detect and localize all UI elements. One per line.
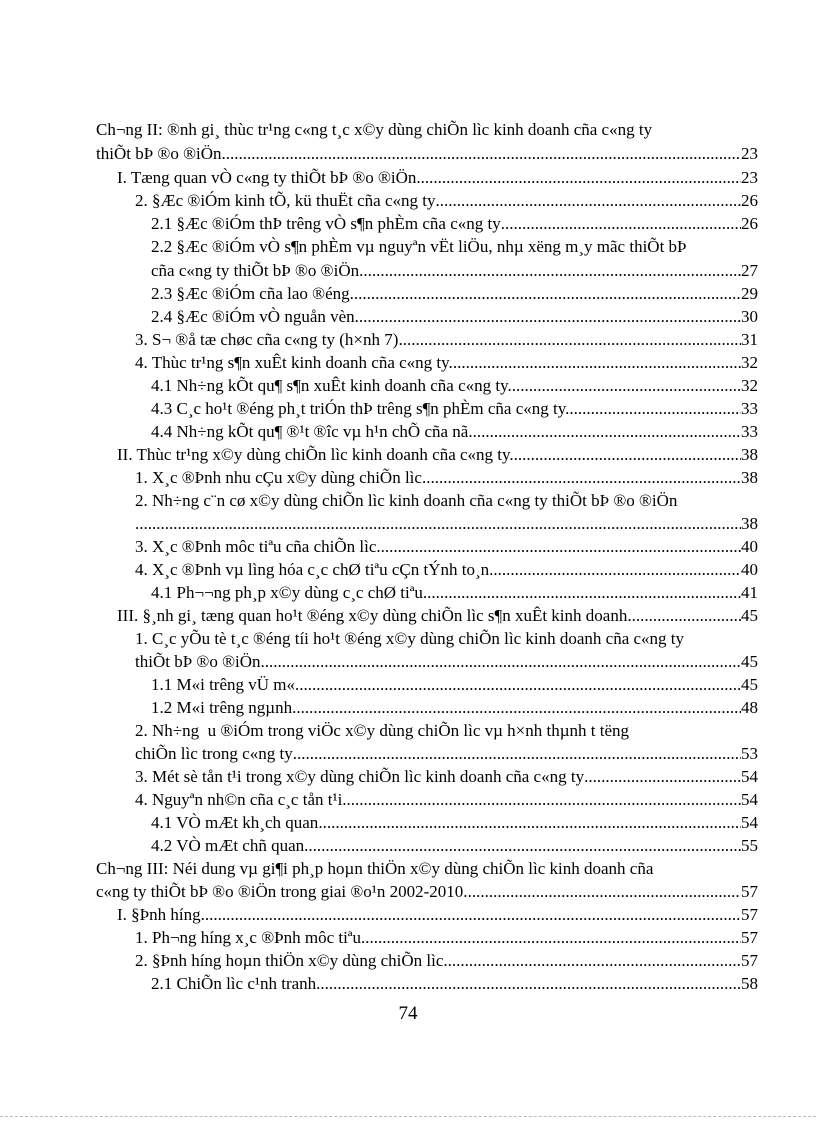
toc-page-number: 40	[741, 537, 758, 556]
toc-entry	[135, 351, 758, 375]
toc-entry-text: 2. §Æc ®iÓm kinh tÕ, kü thuËt cña c«ng ty	[135, 191, 436, 210]
dot-leader	[347, 788, 741, 812]
toc-entry	[151, 374, 758, 398]
toc-entry-text: 4.1 Nh÷ng kÕt qu¶ s¶n xuÊt kinh doanh cña c«ng ty.	[151, 376, 512, 395]
dot-leader	[265, 650, 741, 674]
dot-leader	[293, 742, 741, 766]
dot-leader	[501, 212, 741, 236]
toc-page-number: 57	[741, 928, 758, 947]
dot-leader	[201, 903, 741, 927]
toc-entry-text: 4. X¸c ®Þnh vµ lìng hóa c¸c chØ tiªu cÇn tÝnh to¸n.	[135, 560, 494, 579]
toc-entry-text: 3. X¸c ®Þnh môc tiªu cña chiÕn lìc.	[135, 537, 381, 556]
toc-entry-text: 4. Nguyªn nh©n cña c¸c tån t¹i.	[135, 790, 347, 809]
toc-entry	[135, 650, 758, 674]
dot-leader	[354, 282, 741, 306]
toc-entry	[135, 788, 758, 812]
toc-entry-text: I. Tæng quan vÒ c«ng ty thiÕt bÞ ®o ®iÖn.	[117, 168, 421, 187]
toc-entry	[151, 235, 758, 259]
footer-divider	[0, 1116, 816, 1119]
toc-entry	[135, 926, 758, 950]
dot-leader	[355, 305, 741, 329]
toc-page-number: 58	[741, 974, 758, 993]
toc-page-number: 45	[741, 606, 758, 625]
toc-page-number: 57	[741, 882, 758, 901]
toc-page-number: 53	[741, 744, 758, 763]
toc-page-number: 55	[741, 836, 758, 855]
toc-entry-text: 4.2 VÒ mÆt chñ quan.	[151, 836, 309, 855]
toc-page-number: 57	[741, 905, 758, 924]
dot-leader	[398, 328, 741, 352]
toc-page-number: 41	[741, 583, 758, 602]
toc-entry-text: 4. Thùc tr¹ng s¶n xuÊt kinh doanh cña c«ng ty.	[135, 353, 453, 372]
toc-entry	[151, 212, 758, 236]
toc-page-number: 33	[741, 399, 758, 418]
toc-page-number: 40	[741, 560, 758, 579]
toc-entry-text: 1. X¸c ®Þnh nhu cÇu x©y dùng chiÕn lìc.	[135, 468, 427, 487]
toc-page-number: 45	[741, 652, 758, 671]
toc-entry-text: 3. S¬ ®å tæ chøc cña c«ng ty (h×nh 7)	[135, 330, 399, 349]
toc-page-number: 57	[741, 951, 758, 970]
toc-page-number: 45	[741, 675, 758, 694]
dot-leader	[381, 535, 741, 559]
toc-entry	[96, 880, 758, 904]
toc-page-number: 23	[741, 144, 758, 163]
dot-leader	[427, 581, 741, 605]
page-number: 74	[398, 1003, 418, 1024]
toc-entry	[135, 512, 758, 536]
toc-entry	[96, 118, 758, 142]
toc-entry	[151, 259, 758, 283]
dot-leader	[226, 142, 741, 166]
toc-entry	[135, 949, 758, 973]
toc-page-number: 26	[741, 214, 758, 233]
toc-entry	[151, 581, 758, 605]
toc-entry-text: 1.2 M«i trêng ngµnh.	[151, 698, 297, 717]
dot-leader	[512, 374, 741, 398]
toc-entry	[151, 420, 758, 444]
toc-entry	[117, 443, 758, 467]
dot-leader	[627, 604, 741, 628]
dot-leader	[316, 972, 741, 996]
toc-entry-text: 2.2 §Æc ®iÓm vÒ s¶n phÈm vµ nguyªn vËt liÖu, nhµ xëng m¸y mãc thiÕt bÞ	[151, 237, 687, 256]
toc-entry	[135, 466, 758, 490]
toc-page-number: 32	[741, 376, 758, 395]
toc-page-number: 32	[741, 353, 758, 372]
toc-entry-text: Ch¬ng II: ®nh gi¸ thùc tr¹ng c«ng t¸c x©y dùng chiÕn lìc kinh doanh cña c«ng ty	[96, 120, 653, 139]
dot-leader	[473, 420, 741, 444]
toc-entry-text: chiÕn lìc trong c«ng ty	[135, 744, 293, 763]
toc-page-number: 38	[741, 445, 758, 464]
toc-entry-text: 1. C¸c yÕu tè t¸c ®éng tíi ho¹t ®éng x©y dùng chiÕn lìc kinh doanh cña c«ng ty	[135, 629, 685, 648]
toc-page-number: 48	[741, 698, 758, 717]
toc-entry	[151, 834, 758, 858]
toc-entry	[135, 535, 758, 559]
dot-leader	[435, 189, 741, 213]
toc-page-number: 29	[741, 284, 758, 303]
dot-leader	[363, 259, 741, 283]
dot-leader	[135, 512, 741, 536]
toc-entry	[135, 328, 758, 352]
toc-entry-text: 3. Mét sè tån t¹i trong x©y dùng chiÕn lìc kinh doanh cña c«ng ty	[135, 767, 585, 786]
toc-entry	[135, 765, 758, 789]
toc-entry-text: I. §Þnh híng	[117, 905, 201, 924]
dot-leader	[443, 949, 741, 973]
dot-leader	[468, 880, 741, 904]
dot-leader	[426, 466, 741, 490]
dot-leader	[514, 443, 741, 467]
dot-leader	[361, 926, 741, 950]
toc-page-number: 30	[741, 307, 758, 326]
toc-entry-text: 2. Nh÷ng c¨n cø x©y dùng chiÕn lìc kinh doanh cña c«ng ty thiÕt bÞ ®o ®iÖn	[135, 491, 678, 510]
toc-entry	[135, 719, 758, 743]
toc-entry	[135, 489, 758, 513]
toc-entry	[151, 673, 758, 697]
toc-page-number: 31	[741, 330, 758, 349]
toc-entry-text: 4.4 Nh÷ng kÕt qu¶ ®¹t ®îc vµ h¹n chÕ cña nã.	[151, 422, 473, 441]
toc-entry	[135, 627, 758, 651]
toc-entry	[151, 972, 758, 996]
toc-page-number: 38	[741, 468, 758, 487]
toc-entry-text: 1.1 M«i trêng vÜ m«	[151, 675, 296, 694]
toc-entry-text: 1. Ph¬ng híng x¸c ®Þnh môc tiªu	[135, 928, 361, 947]
toc-entry	[117, 604, 758, 628]
toc-entry-text: 2. §Þnh híng hoµn thiÖn x©y dùng chiÕn lìc	[135, 951, 444, 970]
dot-leader	[569, 397, 741, 421]
toc-entry-text: 2.1 §Æc ®iÓm thÞ trêng vÒ s¶n phÈm cña c«ng ty	[151, 214, 501, 233]
toc-entry	[96, 142, 758, 166]
dot-leader	[308, 834, 741, 858]
toc-entry-text: 2.4 §Æc ®iÓm vÒ nguån vèn	[151, 307, 355, 326]
dot-leader	[453, 351, 741, 375]
toc-entry-text: cña c«ng ty thiÕt bÞ ®o ®iÖn.	[151, 261, 364, 280]
toc-entry-text: c«ng ty thiÕt bÞ ®o ®iÖn trong giai ®o¹n 2002-2010.	[96, 882, 468, 901]
toc-entry	[135, 742, 758, 766]
dot-leader	[584, 765, 741, 789]
toc-entry-text: thiÕt bÞ ®o ®iÖn.	[135, 652, 265, 671]
dot-leader	[421, 166, 741, 190]
toc-entry-text: 4.1 Ph¬¬ng ph¸p x©y dùng c¸c chØ tiªu.	[151, 583, 428, 602]
dot-leader	[296, 696, 741, 720]
toc-page-number: 26	[741, 191, 758, 210]
toc-entry-text: II. Thùc tr¹ng x©y dùng chiÕn lìc kinh doanh cña c«ng ty.	[117, 445, 514, 464]
toc-page-number: 27	[741, 261, 758, 280]
toc-page-number: 54	[741, 790, 758, 809]
toc-page-number: 54	[741, 813, 758, 832]
toc-entry-text: III. §¸nh gi¸ tæng quan ho¹t ®éng x©y dùng chiÕn lìc s¶n xuÊt kinh doanh	[117, 606, 628, 625]
dot-leader	[493, 558, 741, 582]
dot-leader	[295, 673, 741, 697]
toc-page-number: 54	[741, 767, 758, 786]
toc-entry-text: 2.1 ChiÕn lìc c¹nh tranh	[151, 974, 317, 993]
toc-entry	[151, 811, 758, 835]
toc-page-number: 23	[741, 168, 758, 187]
toc-entry-text: 2. Nh÷ng u ®iÓm trong viÖc x©y dùng chiÕn lìc vµ h×nh thµnh t tëng	[135, 721, 630, 740]
toc-entry	[151, 397, 758, 421]
toc-entry-text: 4.3 C¸c ho¹t ®éng ph¸t triÓn thÞ trêng s¶n phÈm cña c«ng ty.	[151, 399, 570, 418]
toc-entry	[151, 305, 758, 329]
toc-entry	[135, 189, 758, 213]
toc-entry-text: 2.3 §Æc ®iÓm cña lao ®éng.	[151, 284, 354, 303]
toc-entry-text: 4.1 VÒ mÆt kh¸ch quan	[151, 813, 319, 832]
toc-entry	[151, 696, 758, 720]
toc-entry-text: Ch¬ng III: Néi dung vµ gi¶i ph¸p hoµn thiÖn x©y dùng chiÕn lìc kinh doanh cña	[96, 859, 654, 878]
toc-entry	[151, 282, 758, 306]
dot-leader	[318, 811, 741, 835]
toc-entry	[117, 903, 758, 927]
toc-entry	[135, 558, 758, 582]
toc-entry-text: thiÕt bÞ ®o ®iÖn.	[96, 144, 226, 163]
toc-entry	[117, 166, 758, 190]
toc-entry	[96, 857, 758, 881]
toc-page-number: 38	[741, 514, 758, 533]
toc-page-number: 33	[741, 422, 758, 441]
